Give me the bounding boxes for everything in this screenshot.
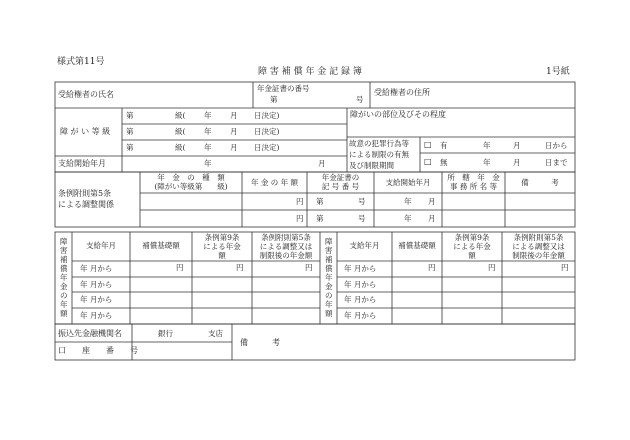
recipient-name-label: 受給権者の氏名 bbox=[58, 90, 114, 99]
form-title: 障 害 補 償 年 金 記 録 簿 bbox=[258, 67, 362, 77]
injury-part-label: 障がいの部位及びその程度 bbox=[350, 110, 446, 119]
cert-number-label: 年金証書の番号 bbox=[257, 84, 310, 93]
form-number: 様式第11号 bbox=[57, 57, 105, 67]
ledger-row: 年 月から bbox=[344, 280, 377, 289]
ledger-row: 年 月から bbox=[344, 311, 377, 320]
bank-suffix: 銀行 bbox=[158, 329, 173, 338]
crime-label-2: による制限の有無 bbox=[349, 150, 409, 159]
grade-label: 障 が い 等 級 bbox=[60, 127, 111, 136]
crime-label-1: 故意の犯罪行為等 bbox=[349, 139, 409, 148]
paper-number: 1号紙 bbox=[546, 67, 570, 77]
checkbox-icon[interactable]: □ bbox=[424, 157, 432, 166]
checkbox-icon[interactable]: □ bbox=[424, 140, 432, 149]
ledger-row: 年 月から bbox=[344, 295, 377, 304]
cert-go: 号 bbox=[356, 95, 364, 104]
ledger-row: 年 月から bbox=[80, 280, 113, 289]
ledger-row: 年 月から bbox=[80, 295, 113, 304]
adjust-label-1: 条例附則第5条 bbox=[58, 189, 112, 198]
branch-suffix: 支店 bbox=[208, 329, 223, 338]
bank-remarks-label: 備 考 bbox=[240, 338, 280, 347]
cert-dai: 第 bbox=[270, 95, 278, 104]
ledger-row: 年 月から bbox=[344, 264, 377, 273]
adjust-label-2: による調整関係 bbox=[58, 200, 114, 209]
account-number-label: 口 座 番 号 bbox=[58, 346, 138, 355]
crime-label-3: 及び制限期間 bbox=[349, 161, 394, 170]
address-label: 受給権者の住所 bbox=[374, 88, 430, 97]
ledger-row: 年 月から bbox=[80, 311, 113, 320]
bank-name-label: 振込先金融機関名 bbox=[58, 329, 122, 338]
ledger-row: 年 月から bbox=[80, 264, 113, 273]
start-label: 支給開始年月 bbox=[58, 159, 106, 168]
